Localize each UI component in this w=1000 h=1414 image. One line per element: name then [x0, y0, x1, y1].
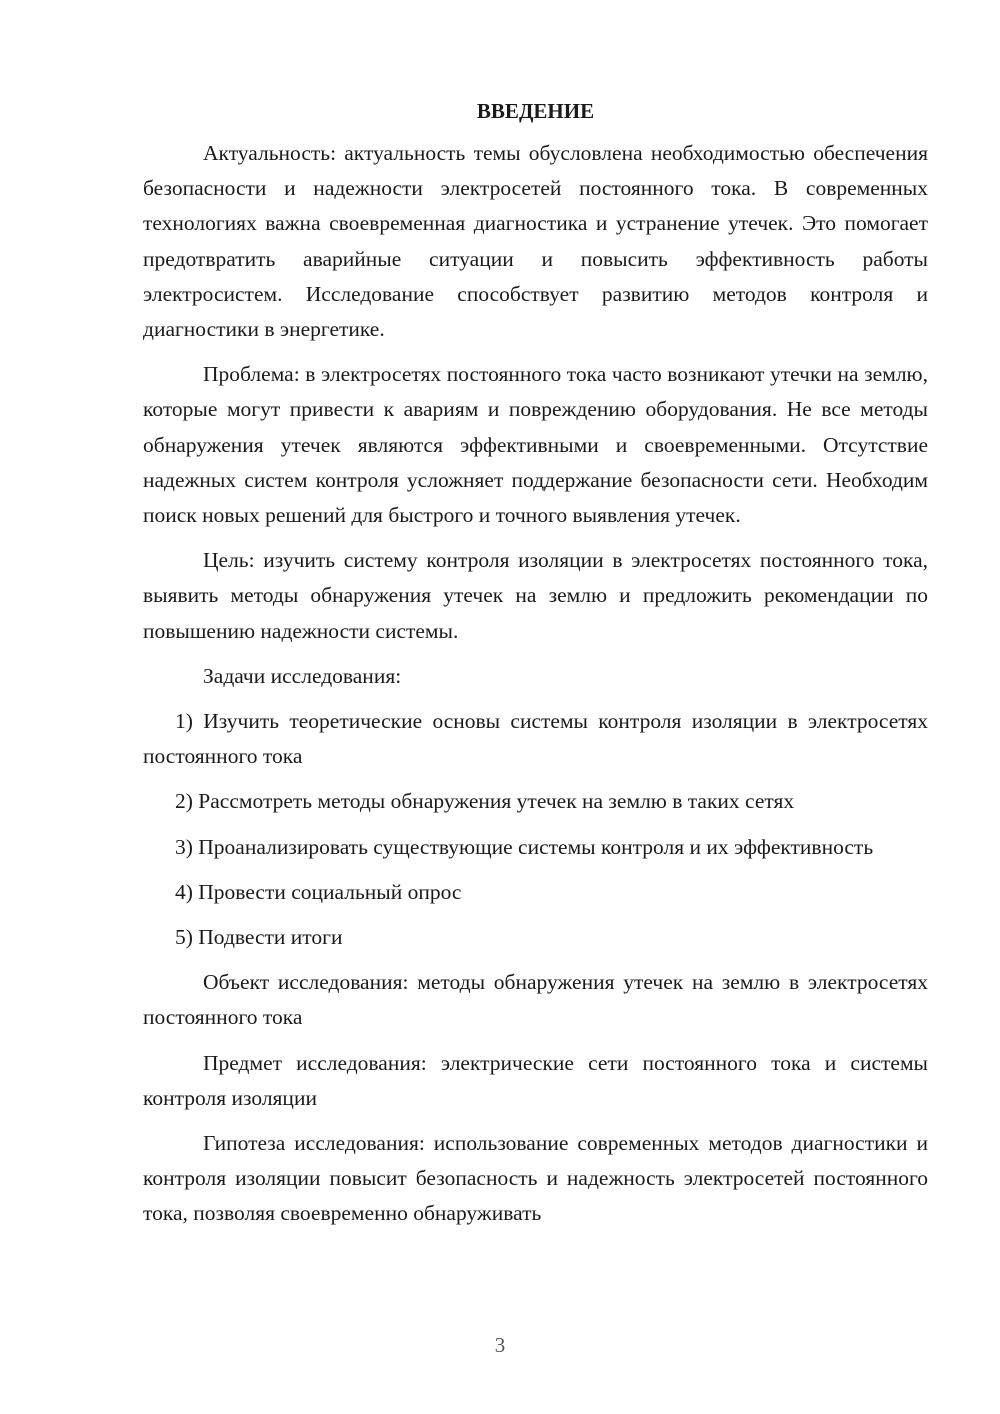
task-item-3: 3) Проанализировать существующие системы контроля и их эффективность: [175, 834, 874, 859]
relevance-paragraph: Актуальность: актуальность темы обусловлена необходимостью обеспечения безопасности и надежности электросетей постоянного тока. В современных технологиях важна своевременная диагностика и устранение утечек. Это помогает предотвратить аварийные ситуации и повысить эффективность работы электросистем. Исследование способствует развитию методов контроля и диагностики в энергетике.: [143, 141, 928, 342]
tasks-heading: Задачи исследования:: [203, 663, 402, 688]
hypothesis-paragraph: Гипотеза исследования: использование современных методов диагностики и контроля изоляции повысит безопасность и надежность электросетей постоянного тока, позволяя своевременно обнаруживать: [143, 1131, 928, 1226]
page-title: ВВЕДЕНИЕ: [476, 99, 595, 123]
goal-paragraph: Цель: изучить систему контроля изоляции в электросетях постоянного тока, выявить методы обнаружения утечек на землю и предложить рекомендации по повышению надежности системы.: [143, 548, 928, 643]
problem-paragraph: Проблема: в электросетях постоянного тока часто возникают утечки на землю, которые могут привести к авариям и повреждению оборудования. Не все методы обнаружения утечек являются эффективными и своевременными. Отсутствие надежных систем контроля усложняет поддержание безопасности сети. Необходим поиск новых решений для быстрого и точного выявления утечек.: [143, 362, 928, 528]
task-item-2: 2) Рассмотреть методы обнаружения утечек на землю в таких сетях: [175, 789, 795, 814]
page-number: 3: [494, 1333, 506, 1357]
document-page: [143, 96, 928, 1242]
object-paragraph: Объект исследования: методы обнаружения утечек на землю в электросетях постоянного тока: [143, 970, 928, 1030]
tasks-list: [143, 704, 928, 955]
task-item-5: 5) Подвести итоги: [175, 925, 343, 950]
task-item-1: 1) Изучить теоретические основы системы контроля изоляции в электросетях постоянного тока: [143, 709, 928, 769]
task-item-4: 4) Провести социальный опрос: [175, 879, 462, 904]
subject-paragraph: Предмет исследования: электрические сети постоянного тока и системы контроля изоляции: [143, 1050, 928, 1110]
